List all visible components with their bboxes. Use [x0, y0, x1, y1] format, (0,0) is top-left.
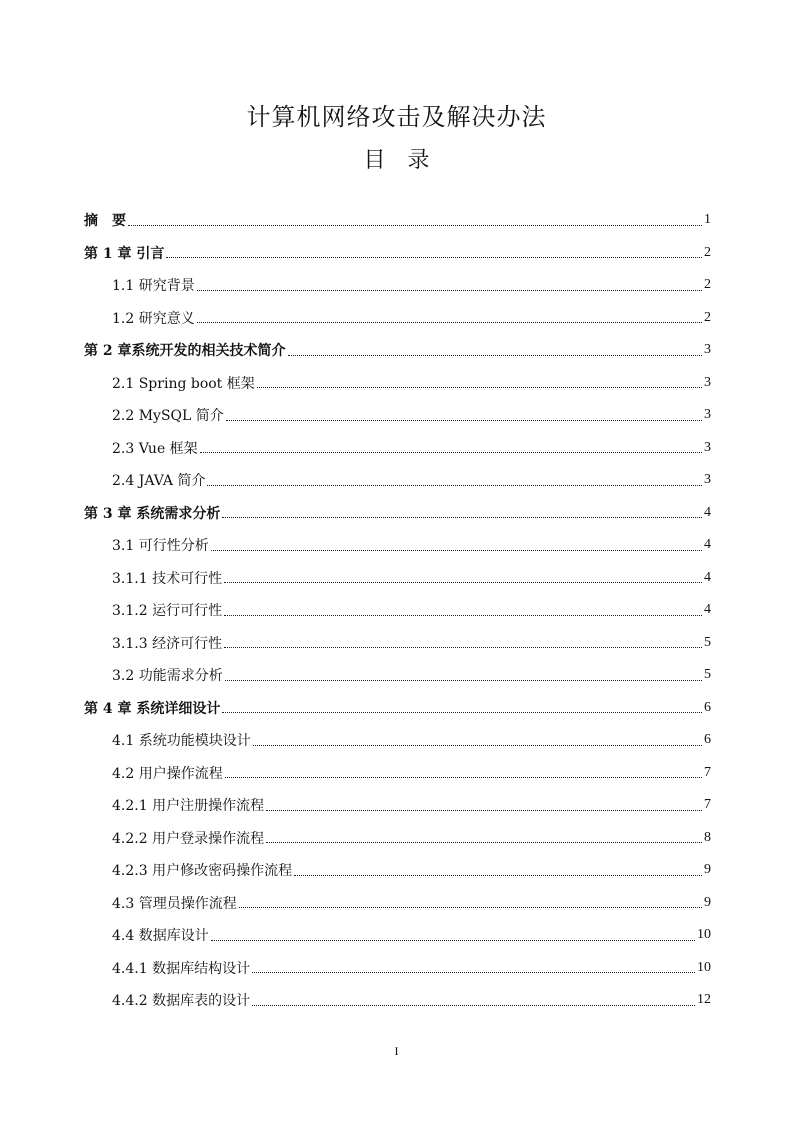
- toc-entry-label: 第 1 章 引言: [84, 245, 165, 262]
- toc-entry-label: 4.2.2 用户登录操作流程: [112, 830, 265, 847]
- dot-leader: [211, 940, 695, 941]
- dot-leader: [207, 485, 702, 486]
- page-number-footer: I: [394, 1044, 399, 1058]
- toc-entry-page: 6: [704, 732, 711, 748]
- toc-entry-page: 8: [704, 829, 711, 845]
- toc-entry-page: 4: [704, 602, 711, 618]
- toc-entry-page: 5: [704, 667, 711, 683]
- toc-entry-page: 2: [704, 244, 711, 260]
- dot-leader: [222, 517, 702, 518]
- toc-entry[interactable]: [84, 302, 711, 335]
- toc-entry-label: 4.2.1 用户注册操作流程: [112, 798, 265, 815]
- dot-leader: [288, 355, 703, 356]
- dot-leader: [222, 712, 702, 713]
- toc-entry-page: 3: [704, 439, 711, 455]
- toc-entry-page: 1: [704, 212, 711, 228]
- toc-entry-label: 2.1 Spring boot 框架: [112, 375, 255, 392]
- dot-leader: [224, 615, 702, 616]
- toc-entry[interactable]: [84, 367, 711, 400]
- toc-entry[interactable]: [84, 334, 711, 367]
- toc-entry-label: 第 3 章 系统需求分析: [84, 505, 221, 522]
- toc-entry[interactable]: [84, 399, 711, 432]
- dot-leader: [226, 420, 702, 421]
- toc-entry-page: 5: [704, 634, 711, 650]
- dot-leader: [252, 1005, 695, 1006]
- toc-entry-label: 4.1 系统功能模块设计: [112, 733, 251, 750]
- toc-entry-page: 10: [697, 959, 711, 975]
- toc-entry[interactable]: [84, 562, 711, 595]
- dot-leader: [166, 257, 702, 258]
- dot-leader: [266, 842, 702, 843]
- toc-entry-label: 4.4.2 数据库表的设计: [112, 993, 251, 1010]
- toc-entry[interactable]: [84, 887, 711, 920]
- toc-entry[interactable]: [84, 594, 711, 627]
- dot-leader: [239, 907, 702, 908]
- toc-entry-label: 第 2 章系统开发的相关技术简介: [84, 343, 286, 360]
- toc-entry-label: 2.4 JAVA 简介: [112, 473, 206, 490]
- toc-entry[interactable]: [84, 952, 711, 985]
- toc-entry-page: 7: [704, 764, 711, 780]
- dot-leader: [225, 777, 702, 778]
- toc-entry-page: 3: [704, 342, 711, 358]
- dot-leader: [253, 745, 702, 746]
- toc-entry-page: 9: [704, 862, 711, 878]
- toc-entry[interactable]: [84, 724, 711, 757]
- toc-entry-label: 摘 要: [84, 213, 126, 230]
- toc-entry-page: 4: [704, 537, 711, 553]
- toc-entry-label: 第 4 章 系统详细设计: [84, 700, 221, 717]
- dot-leader: [211, 550, 702, 551]
- toc-entry[interactable]: [84, 432, 711, 465]
- dot-leader: [128, 225, 702, 226]
- toc-entry-page: 10: [697, 927, 711, 943]
- dot-leader: [266, 810, 702, 811]
- dot-leader: [224, 647, 702, 648]
- toc-entry-page: 3: [704, 472, 711, 488]
- dot-leader: [294, 875, 702, 876]
- toc-entry-label: 1.2 研究意义: [112, 310, 195, 327]
- toc-entry-label: 2.3 Vue 框架: [112, 440, 198, 457]
- toc-entry-label: 3.1.2 运行可行性: [112, 603, 223, 620]
- toc-entry-page: 4: [704, 504, 711, 520]
- toc-entry-page: 2: [704, 277, 711, 293]
- toc-entry-label: 3.1 可行性分析: [112, 538, 209, 555]
- toc-entry[interactable]: [84, 237, 711, 270]
- toc-entry-page: 7: [704, 797, 711, 813]
- dot-leader: [197, 322, 702, 323]
- toc-entry-label: 3.1.1 技术可行性: [112, 570, 223, 587]
- toc-entry[interactable]: [84, 919, 711, 952]
- toc-entry[interactable]: [84, 627, 711, 660]
- toc-entry-page: 12: [697, 992, 711, 1008]
- toc-entry-label: 4.2.3 用户修改密码操作流程: [112, 863, 293, 880]
- toc-entry-page: 9: [704, 894, 711, 910]
- toc-entry-label: 4.4.1 数据库结构设计: [112, 960, 251, 977]
- toc-entry[interactable]: [84, 529, 711, 562]
- toc-entry[interactable]: [84, 822, 711, 855]
- toc-heading: 目 录: [363, 148, 430, 173]
- toc-entry-page: 2: [704, 309, 711, 325]
- toc-entry-page: 6: [704, 699, 711, 715]
- dot-leader: [252, 972, 695, 973]
- toc-entry-label: 3.1.3 经济可行性: [112, 635, 223, 652]
- document-title: 计算机网络攻击及解决办法: [246, 103, 547, 131]
- toc-entry[interactable]: [84, 854, 711, 887]
- dot-leader: [224, 582, 702, 583]
- toc-entry-label: 4.4 数据库设计: [112, 928, 209, 945]
- toc-entry[interactable]: [84, 757, 711, 790]
- dot-leader: [200, 452, 702, 453]
- toc-entry[interactable]: [84, 789, 711, 822]
- dot-leader: [197, 290, 702, 291]
- dot-leader: [225, 680, 702, 681]
- toc-entry[interactable]: [84, 464, 711, 497]
- toc-entry[interactable]: [84, 204, 711, 237]
- toc-entry[interactable]: [84, 659, 711, 692]
- toc-entry-label: 4.2 用户操作流程: [112, 765, 223, 782]
- toc-entry-page: 3: [704, 407, 711, 423]
- toc-entry[interactable]: [84, 269, 711, 302]
- toc-entry[interactable]: [84, 692, 711, 725]
- toc-entry-label: 1.1 研究背景: [112, 278, 195, 295]
- toc-entry-page: 4: [704, 569, 711, 585]
- toc-entry-page: 3: [704, 374, 711, 390]
- toc-entry-label: 2.2 MySQL 简介: [112, 408, 224, 425]
- toc-entry-label: 3.2 功能需求分析: [112, 668, 223, 685]
- toc-entry-label: 4.3 管理员操作流程: [112, 895, 237, 912]
- table-of-contents: [84, 204, 711, 1017]
- dot-leader: [257, 387, 702, 388]
- toc-entry[interactable]: [84, 984, 711, 1017]
- toc-entry[interactable]: [84, 497, 711, 530]
